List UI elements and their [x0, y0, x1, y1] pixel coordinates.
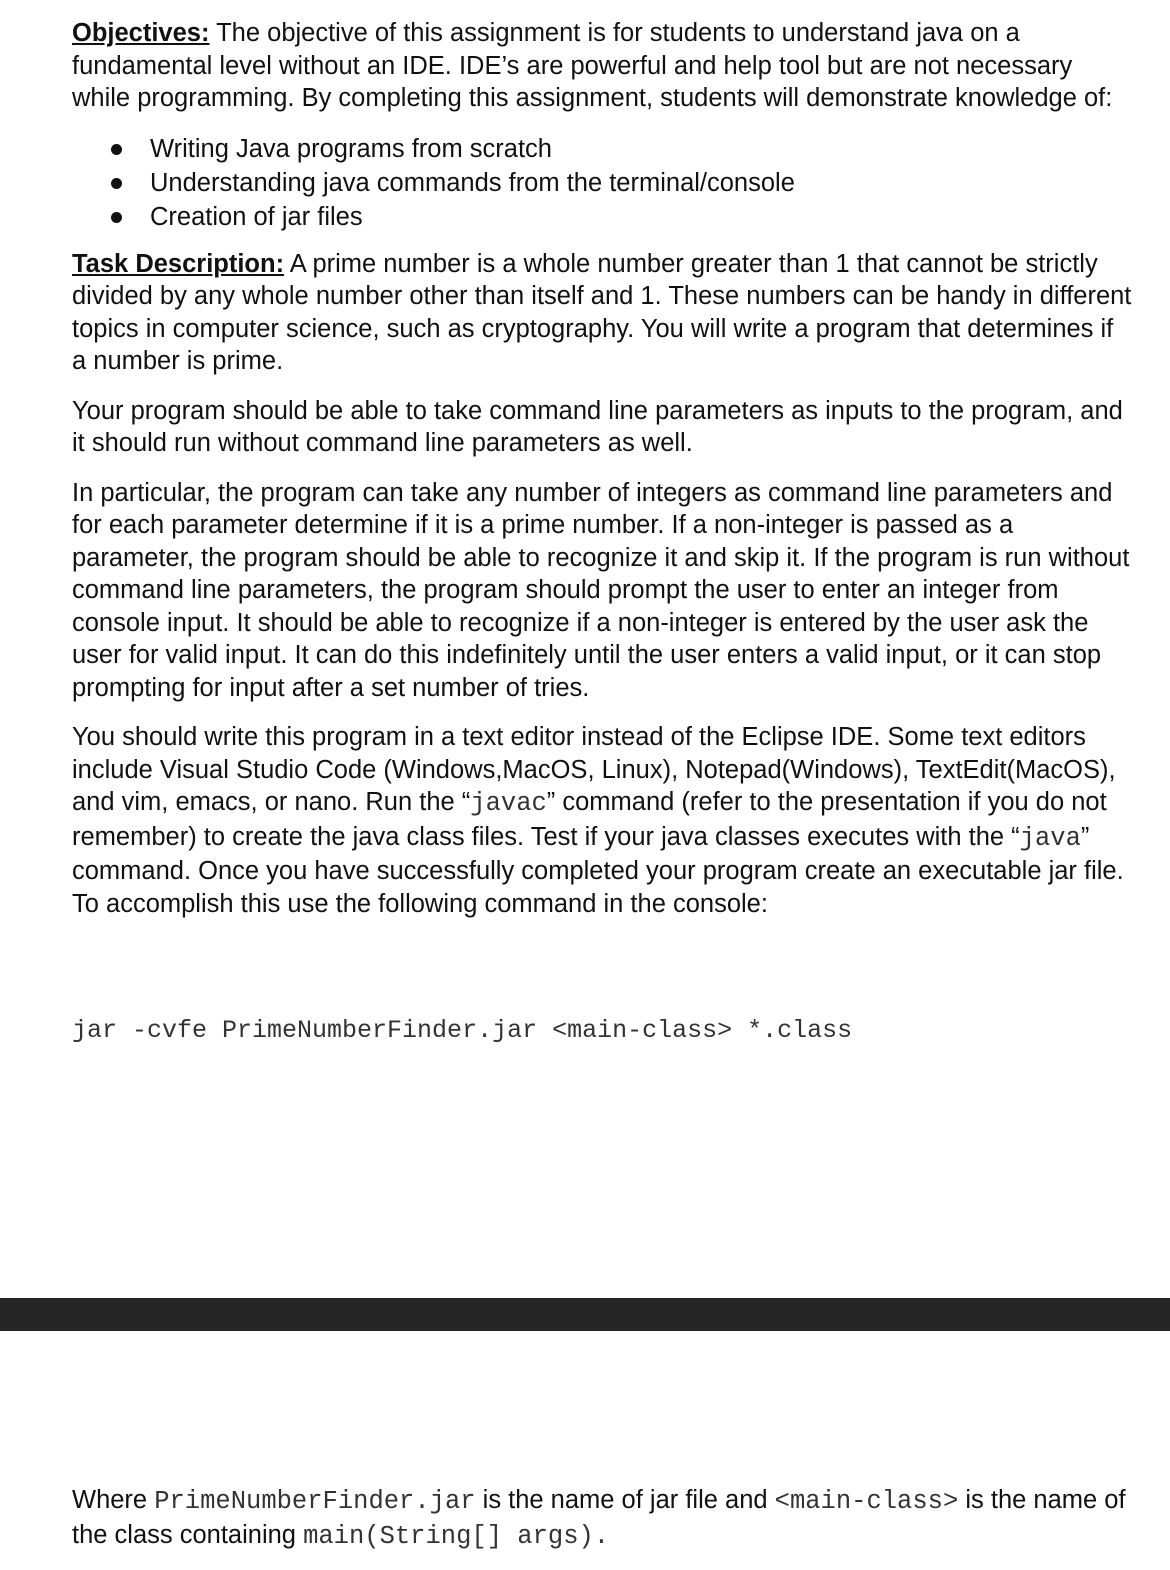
bullet-icon — [111, 178, 122, 189]
particular-paragraph: In particular, the program can take any number of integers as command line parameters and for each parameter determine if it is a prime number. If a non-integer is passed as a parameter, the program should be able to recognize it and skip it. If the program is run without command line parameters, the program should prompt the user to enter an integer from console input. It should be able to recognize if a non-integer is entered by the user ask the user for valid input. It can do this indefinitely until the user enters a valid input, or it can stop prompting for input after a set number of tries. — [72, 478, 1130, 702]
list-item — [150, 132, 1132, 166]
document-top-section — [72, 17, 1132, 937]
page-separator-band — [0, 1298, 1170, 1331]
java-code: java — [1019, 823, 1081, 853]
objectives-paragraph — [72, 17, 1132, 115]
text-editor-text-3: ” command. Once you have successfully completed your program create an executable jar file. To accomplish this use the following command in the console: — [72, 822, 1124, 918]
footer-paragraph — [72, 1484, 1132, 1553]
footer-text-1: Where — [72, 1486, 155, 1514]
text-editor-paragraph — [72, 721, 1132, 920]
list-item-text: Creation of jar files — [150, 202, 363, 231]
list-item — [150, 166, 1132, 200]
bullet-icon — [111, 212, 122, 223]
main-method-code: main(String[] args). — [303, 1521, 610, 1551]
text-editor-text-1: You should write this program in a text editor instead of the Eclipse IDE. Some text editors include Visual Studio Code (Windows,MacOS, Linux), Notepad(Windows), TextEdit(MacOS), and vim, emacs, or nano. Run the “ — [72, 723, 1116, 816]
javac-code: javac — [470, 789, 547, 818]
main-class-code: <main-class> — [774, 1487, 959, 1516]
task-description-heading: Task Description: — [72, 249, 285, 278]
list-item-text: Writing Java programs from scratch — [150, 134, 552, 163]
objectives-text: The objective of this assignment is for students to understand java on a fundamental level without an IDE. IDE’s are powerful and help tool but are not necessary while programming. By completing this assignment, students will demonstrate knowledge of: — [72, 19, 1113, 112]
objectives-heading: Objectives: — [72, 19, 210, 47]
list-item — [150, 200, 1132, 234]
list-item-text: Understanding java commands from the terminal/console — [150, 168, 795, 197]
task-description-paragraph — [72, 248, 1132, 378]
document-bottom-section — [72, 1484, 1132, 1570]
jar-filename-code: PrimeNumberFinder.jar — [154, 1487, 476, 1516]
footer-text-3: is the name of the class containing — [72, 1486, 1126, 1549]
text-editor-text-2: ” command (refer to the presentation if you do not remember) to create the java class files. Test if your java classes executes with the “ — [72, 788, 1107, 851]
bullet-icon — [111, 144, 122, 155]
jar-command-line: jar -cvfe PrimeNumberFinder.jar <main-class> *.class — [72, 1016, 853, 1045]
objectives-list — [72, 132, 1132, 234]
task-description-intro: A prime number is a whole number greater than 1 that cannot be strictly divided by any whole number other than itself and 1. These numbers can be handy in different topics in computer science, such as cryptography. You will write a program that determines if a number is prime. — [72, 249, 1132, 375]
footer-text-2: is the name of jar file and — [475, 1486, 775, 1514]
command-line-paragraph: Your program should be able to take command line parameters as inputs to the program, and it should run without command line parameters as well. — [72, 396, 1123, 457]
